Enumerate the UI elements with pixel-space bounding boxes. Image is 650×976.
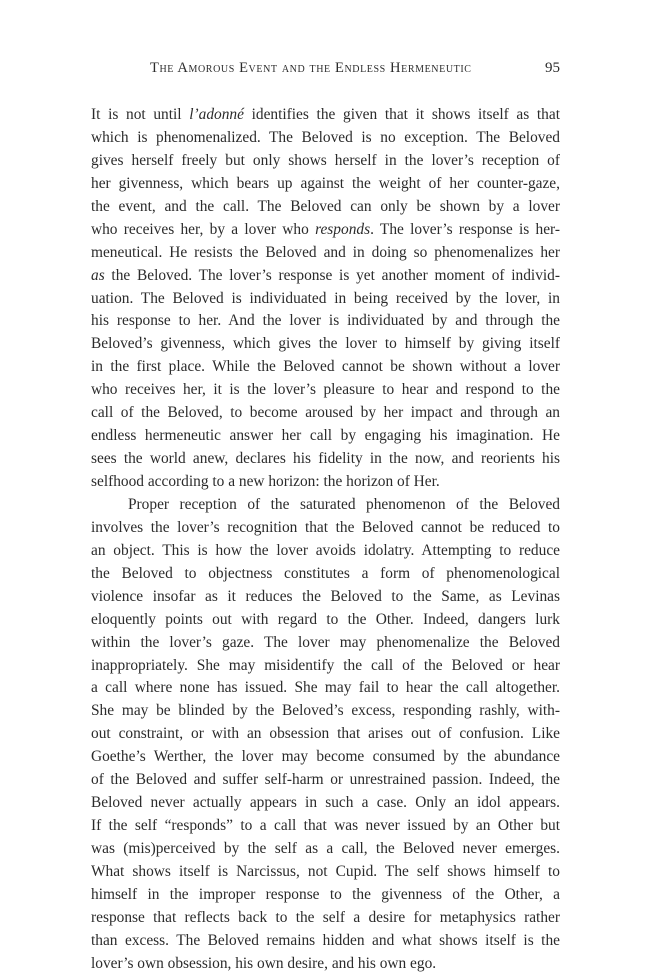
- text-line: [91, 448, 560, 471]
- text-line: [91, 792, 560, 815]
- text-line: [91, 425, 560, 448]
- italic-term: l’adonné: [189, 106, 244, 123]
- text-line: [91, 104, 560, 127]
- text-run: her givenness, which bears up against the weight of her counter-gaze,: [91, 174, 560, 192]
- text-line: [91, 632, 560, 655]
- text-line: [91, 723, 560, 746]
- text-line: [91, 655, 560, 678]
- text-run: Beloved’s givenness, which gives the lover to himself by giving itself: [91, 335, 560, 353]
- text-line: [91, 310, 560, 333]
- page-number: 95: [545, 60, 560, 76]
- text-line: [91, 150, 560, 173]
- text-run: violence insofar as it reduces the Beloved to the Same, as Levinas: [91, 587, 560, 605]
- text-line: [91, 769, 560, 792]
- text-run: who receives her, by a lover who: [91, 220, 316, 238]
- text-line: [91, 884, 560, 907]
- text-run: She may be blinded by the Beloved’s excess, responding rashly, with-: [91, 702, 560, 720]
- text-line: [91, 609, 560, 632]
- text-line: [91, 219, 560, 242]
- text-line: [91, 379, 560, 402]
- text-line: [91, 173, 560, 196]
- text-run: . The lover’s response is her-: [370, 220, 560, 238]
- text-run: his response to her. And the lover is individuated by and through the: [91, 312, 560, 330]
- text-run: within the lover’s gaze. The lover may phenomenalize the Beloved: [91, 633, 560, 651]
- italic-term: responds: [315, 220, 371, 238]
- text-run: who receives her, it is the lover’s pleasure to hear and respond to the: [91, 381, 560, 399]
- text-run: identifies the given that it shows itself as that: [243, 106, 560, 123]
- text-line: [91, 861, 560, 884]
- body-text: [91, 104, 560, 976]
- text-run: endless hermeneutic answer her call by engaging his imagination. He: [91, 427, 560, 445]
- text-run: of the Beloved and suffer self-harm or unrestrained passion. Indeed, the: [91, 771, 560, 789]
- text-line: [91, 494, 560, 517]
- paragraph: [91, 494, 560, 976]
- text-line: [91, 563, 560, 586]
- text-run: gives herself freely but only shows herself in the lover’s reception of: [91, 151, 560, 169]
- text-run: uation. The Beloved is individuated in being received by the lover, in: [91, 289, 560, 307]
- italic-term: as: [91, 266, 105, 284]
- text-run: Proper reception of the saturated phenomenon of the Beloved: [128, 495, 560, 513]
- text-line: [91, 127, 560, 150]
- text-line: [91, 953, 560, 976]
- text-run: response that reflects back to the self a desire for metaphysics rather: [91, 908, 560, 926]
- text-run: meneutical. He resists the Beloved and in doing so phenomenalizes her: [91, 243, 560, 261]
- text-run: lover’s own obsession, his own desire, and his own ego.: [91, 954, 437, 972]
- text-line: [91, 517, 560, 540]
- text-run: the event, and the call. The Beloved can only be shown by a lover: [91, 197, 560, 215]
- text-line: [91, 815, 560, 838]
- text-run: an object. This is how the lover avoids idolatry. Attempting to reduce: [91, 541, 560, 559]
- text-run: If the self “responds” to a call that was never issued by an Other but: [91, 817, 560, 835]
- running-head-title: The Amorous Event and the Endless Hermeneutic: [150, 60, 472, 76]
- text-run: which is phenomenalized. The Beloved is no exception. The Beloved: [91, 128, 560, 146]
- text-line: [91, 265, 560, 288]
- text-line: [91, 242, 560, 265]
- text-run: the Beloved to objectness constitutes a form of phenomenological: [91, 564, 560, 582]
- text-run: Beloved never actually appears in such a case. Only an idol appears.: [91, 794, 560, 812]
- text-run: out constraint, or with an obsession that arises out of confusion. Like: [91, 725, 560, 743]
- text-line: [91, 540, 560, 563]
- running-head: [150, 60, 560, 82]
- paragraph: [91, 104, 560, 494]
- text-line: [91, 471, 560, 494]
- text-run: in the first place. While the Beloved cannot be shown without a lover: [91, 358, 560, 376]
- text-run: a call where none has issued. She may fail to hear the call altogether.: [91, 679, 560, 697]
- text-line: [91, 402, 560, 425]
- text-run: was (mis)perceived by the self as a call, the Beloved never emerges.: [91, 840, 560, 857]
- text-line: [91, 586, 560, 609]
- text-line: [91, 677, 560, 700]
- text-run: What shows itself is Narcissus, not Cupid. The self shows himself to: [91, 862, 560, 880]
- text-line: [91, 838, 560, 861]
- text-line: [91, 746, 560, 769]
- text-run: than excess. The Beloved remains hidden and what shows itself is the: [91, 931, 560, 949]
- text-run: eloquently points out with regard to the Other. Indeed, dangers lurk: [91, 610, 560, 628]
- text-run: himself in the improper response to the givenness of the Other, a: [91, 885, 560, 903]
- text-line: [91, 356, 560, 379]
- text-run: call of the Beloved, to become aroused by her impact and through an: [91, 404, 560, 422]
- text-line: [91, 288, 560, 311]
- text-line: [91, 196, 560, 219]
- text-line: [91, 700, 560, 723]
- text-run: involves the lover’s recognition that the Beloved cannot be reduced to: [91, 518, 560, 536]
- text-run: the Beloved. The lover’s response is yet another moment of individ-: [104, 266, 560, 284]
- text-run: It is not until: [91, 106, 190, 123]
- text-line: [91, 333, 560, 356]
- text-run: sees the world anew, declares his fidelity in the now, and reorients his: [91, 450, 560, 468]
- text-run: inappropriately. She may misidentify the call of the Beloved or hear: [91, 656, 560, 674]
- text-line: [91, 930, 560, 953]
- text-run: selfhood according to a new horizon: the horizon of Her.: [91, 473, 440, 490]
- text-run: Goethe’s Werther, the lover may become consumed by the abundance: [91, 748, 560, 766]
- text-line: [91, 907, 560, 930]
